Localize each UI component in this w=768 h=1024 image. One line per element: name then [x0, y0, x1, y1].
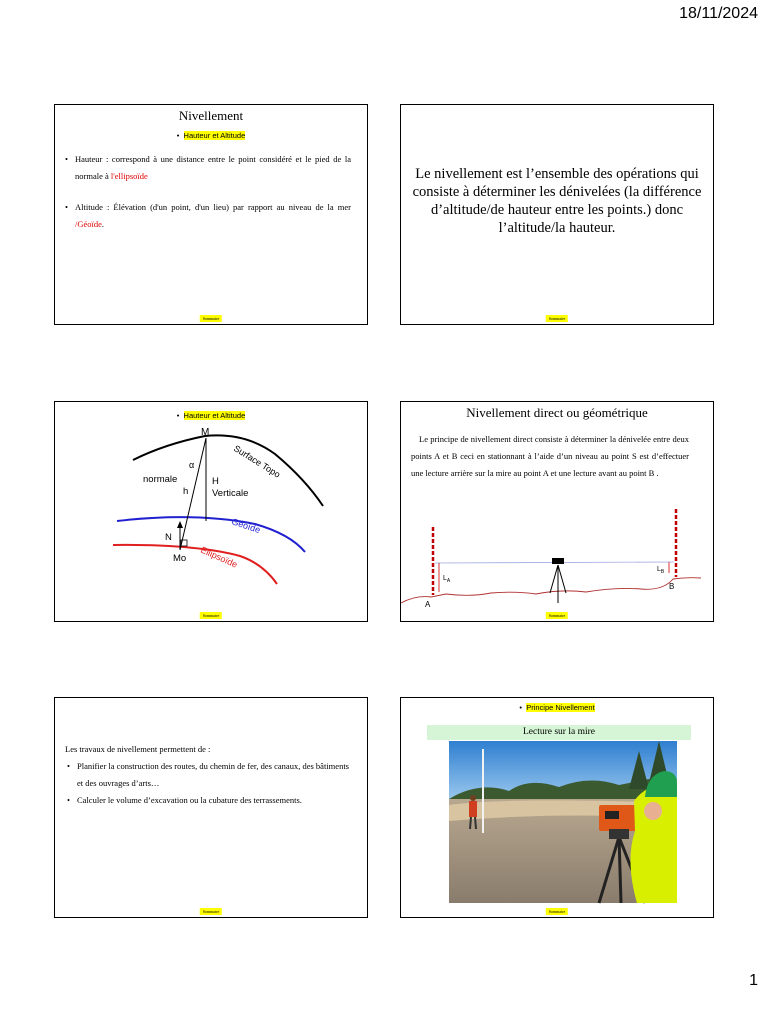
- leveling-diagram: [401, 507, 713, 609]
- sommaire-link[interactable]: Sommaire: [200, 315, 222, 322]
- ellipsoide-curve: [113, 545, 277, 584]
- label-M: M: [201, 427, 210, 438]
- slide-subtitle: • Principe Nivellement: [519, 703, 595, 712]
- level-instrument: [552, 558, 564, 564]
- applications-list: [65, 758, 349, 809]
- sommaire-link[interactable]: Sommaire: [200, 612, 222, 619]
- banner: Lecture sur la mire: [427, 725, 691, 740]
- label-ellipsoide: Ellipsoïde: [199, 544, 239, 570]
- sommaire-link[interactable]: Sommaire: [546, 908, 568, 915]
- label-surface-topo: Surface Topo: [231, 443, 283, 480]
- survey-photo: [449, 741, 677, 903]
- subtitle-highlight: Principe Nivellement: [526, 703, 595, 712]
- slide-subtitle: • Hauteur et Altitude: [176, 411, 246, 420]
- sommaire-link[interactable]: Sommaire: [546, 315, 568, 322]
- slide-hauteur-altitude-diagram: [54, 401, 368, 622]
- definitions-list: [63, 151, 351, 233]
- slide-travaux-nivellement: [54, 697, 368, 918]
- label-B: B: [669, 582, 675, 591]
- label-Mo: Mo: [173, 553, 187, 564]
- applications-intro: Les travaux de nivellement permettent de :: [65, 744, 211, 754]
- slide-nivellement-direct: [400, 401, 714, 622]
- label-geoide: Géoïde: [230, 516, 262, 536]
- slide-title: Nivellement: [178, 108, 244, 123]
- subtitle-highlight: Hauteur et Altitude: [183, 411, 246, 420]
- slide-principe-nivellement: [400, 697, 714, 918]
- sommaire-link[interactable]: Sommaire: [200, 908, 222, 915]
- label-normale: normale: [143, 474, 178, 485]
- list-item: • Planifier la construction des routes, du chemin de fer, des canaux, des bâtiments et des ouvrages d’arts…: [65, 758, 349, 792]
- label-LA: $L_A$: [443, 575, 451, 584]
- print-date: 18/11/2024: [679, 5, 758, 22]
- n-arrow-head: [177, 521, 183, 528]
- geodesy-diagram: [55, 424, 367, 614]
- label-A: A: [425, 600, 431, 609]
- subtitle-highlight: Hauteur et Altitude: [183, 131, 246, 140]
- label-H: H: [212, 476, 219, 487]
- label-LB: $L_B$: [657, 566, 665, 575]
- slide-title: Nivellement direct ou géométrique: [466, 405, 648, 420]
- label-alpha: α: [189, 460, 195, 470]
- slide-subtitle: • Hauteur et Altitude: [176, 131, 246, 140]
- list-item: • Calculer le volume d’excavation ou la cubature des terrassements.: [65, 792, 349, 809]
- tripod-leg-left: [550, 565, 558, 593]
- label-h: h: [183, 486, 189, 497]
- definition-altitude: • Altitude : Élévation (d'un point, d'un lieu) par rapport au niveau de la mer /Géoïde.: [63, 199, 351, 233]
- tripod-leg-right: [558, 565, 566, 593]
- sommaire-link[interactable]: Sommaire: [546, 612, 568, 619]
- definition-text: Le nivellement est l’ensemble des opérations qui consiste à déterminer les dénivelées (la différence d’altitude/de hauteur entre les points.) donc l’altitude/la hauteur.: [412, 166, 702, 236]
- slide-nivellement-definition: [400, 104, 714, 325]
- page-number: 1: [749, 972, 758, 989]
- principle-text: Le principe de nivellement direct consiste à déterminer la dénivelée entre deux points A et B ceci en stationnant à l’aide d’un niveau au point S est d’effectuer une lecture arrière sur la mire au point A et une lecture avant au point B .: [411, 434, 689, 478]
- geoide-curve: [117, 517, 305, 552]
- label-N: N: [165, 532, 172, 543]
- definition-hauteur: • Hauteur : correspond à une distance entre le point considéré et le pied de la normale à l'ellipsoïde: [63, 151, 351, 185]
- slide-nivellement-definitions: [54, 104, 368, 325]
- applications-block: [65, 741, 349, 809]
- label-verticale: Verticale: [212, 488, 249, 499]
